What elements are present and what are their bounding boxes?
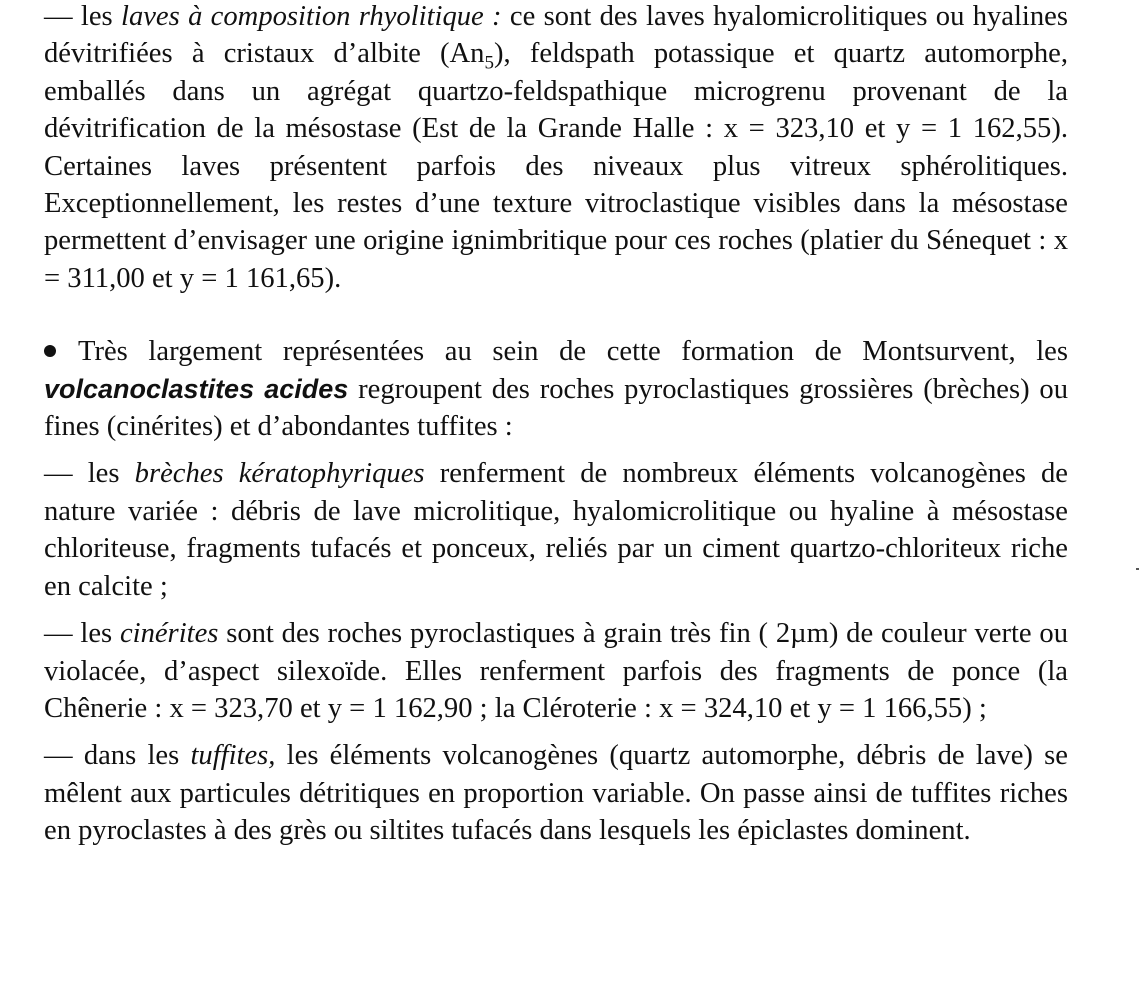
term-rhyolitic-lavas: laves à composition rhyolitique : <box>121 1 502 32</box>
scan-speck <box>1136 568 1139 570</box>
paragraph-keratophyric-breccias <box>44 455 1068 605</box>
term-cinerites: cinérites <box>119 618 219 650</box>
paragraph-cinerites <box>44 615 1068 727</box>
term-keratophyric-breccias: brèches kératophyriques <box>134 458 425 490</box>
term-tuffites: tuffites, <box>190 740 276 772</box>
paragraph-text: regroupent des roches pyroclastiques grossières (brèches) ou fines (cinérites) et d’abondantes tuffites : <box>44 373 1068 443</box>
paragraph-text: Très largement représentées au sein de cette formation de Montsurvent, les <box>78 336 1068 368</box>
bullet-icon <box>44 345 56 357</box>
paragraph-text: ce sont des laves hyalomicrolitiques ou hyalines dévitrifiées à cristaux d’albite (An <box>44 1 1068 70</box>
list-dash: — les <box>44 458 135 490</box>
paragraph-text: sont des roches pyroclastiques à grain très fin ( 2µm) de couleur verte ou violacée, d’aspect silexoïde. Elles renferment parfois des fragments de ponce (la Chênerie : x = 323,70 et y = 1 162,90 ; la Cléroterie : x = 324,10 et y = 1 166,55) ; <box>44 618 1069 724</box>
document-page <box>44 0 1068 850</box>
list-dash: — les <box>44 618 120 650</box>
paragraph-acid-volcanoclastites <box>44 333 1068 445</box>
paragraph-text: renferment de nombreux éléments volcanogènes de nature variée : débris de lave microlitique, hyalomicrolitique ou hyaline à mésostase chloriteuse, fragments tufacés et ponceux, reliés par un ciment quartzo-chloriteux riche en calcite ; <box>44 458 1068 602</box>
term-volcanoclastites: volcanoclastites acides <box>44 373 349 404</box>
list-dash: — dans les <box>44 740 191 772</box>
paragraph-text: ), feldspath potassique et quartz automorphe, emballés dans un agrégat quartzo-feldspathique microgrenu provenant de la dévitrification de la mésostase (Est de la Grande Halle : x = 323,10 et y = 1 162,55). Certaines laves présentent parfois des niveaux plus vitreux sphérolitiques. Exceptionnellement, les restes d’une texture vitroclastique visibles dans la mésostase permettent d’envisager une origine ignimbritique pour ces roches (platier du Sénequet : x = 311,00 et y = 1 161,65). <box>44 38 1068 294</box>
paragraph-text: les éléments volcanogènes (quartz automorphe, débris de lave) se mêlent aux particules détritiques en proportion variable. On passe ainsi de tuffites riches en pyroclastes à des grès ou siltites tufacés dans lesquels les épiclastes dominent. <box>44 740 1068 847</box>
list-dash: — les <box>44 1 121 32</box>
paragraph-rhyolitic-lavas <box>44 0 1068 297</box>
paragraph-tuffites <box>44 737 1068 849</box>
subscript: 5 <box>484 53 494 75</box>
